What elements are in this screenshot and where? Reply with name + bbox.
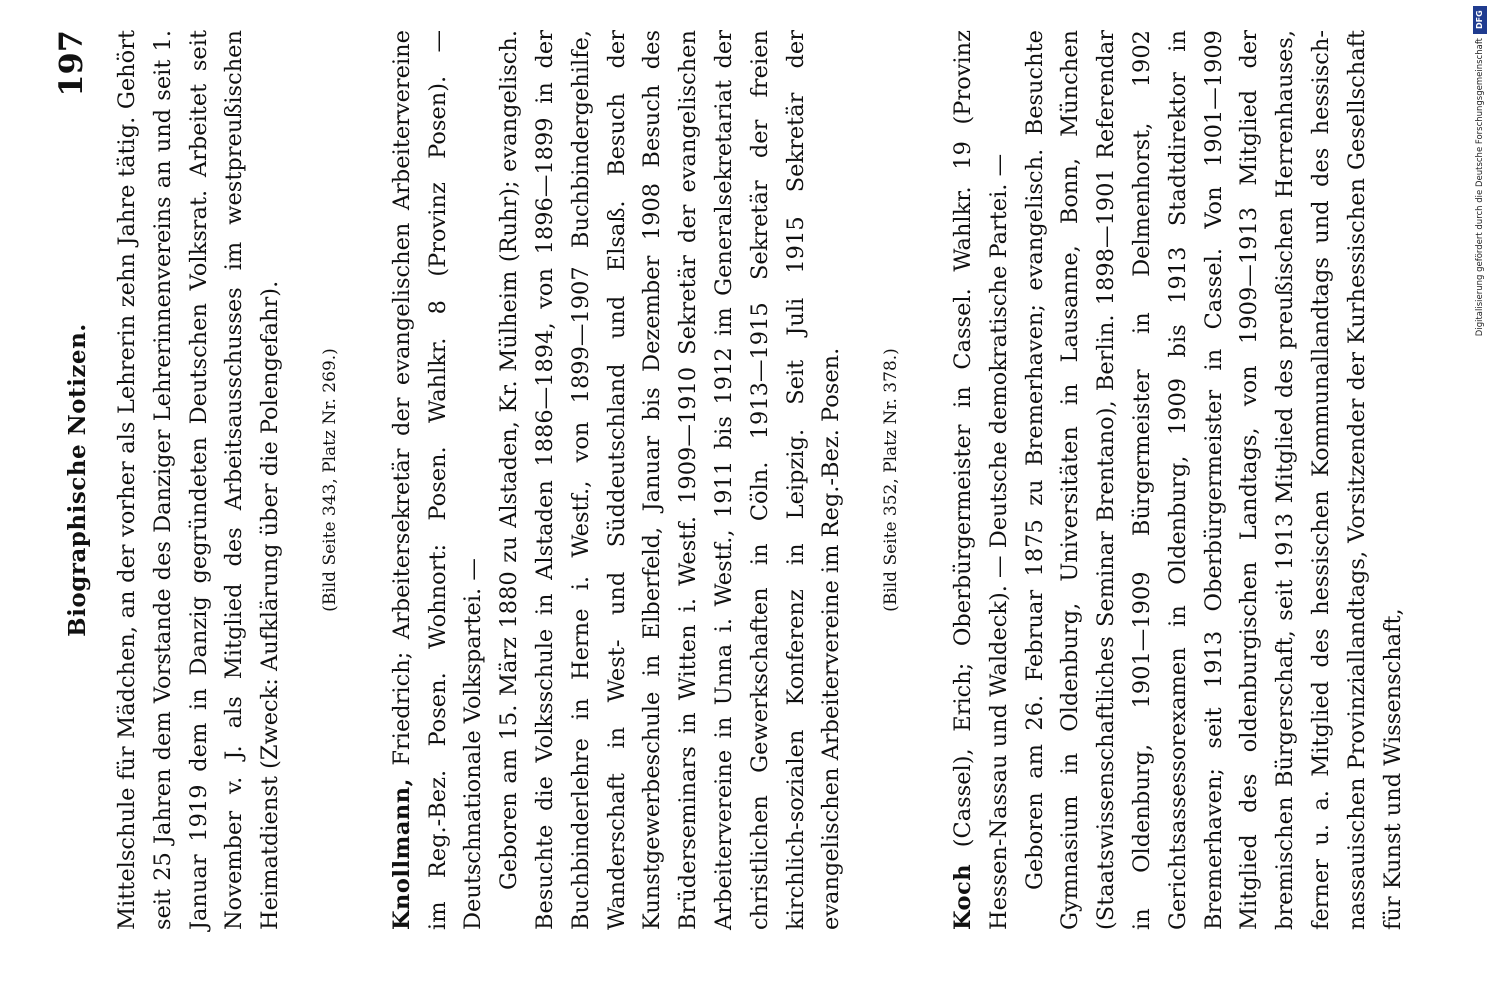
entry-koch-body: Geboren am 26. Februar 1875 zu Bremerhaven; evangelisch. Besuchte Gymnasium in Oldenburg, Universitäten in Lausanne, Bonn, München (Staatswissenschaftliches Seminar Brentano), Berlin. 1898—1901 Referendar in Oldenburg, 1901—1909 Bürgermeister in Delmenhorst, 1902 Gerichtsassessorexamen in Oldenburg, 1909 bis 1913 Stadtdirektor in Bremerhaven; seit 1913 Oberbürgermeister in Cassel. Von 1901—1909 Mitglied des oldenburgischen Landtags, von 1909—1913 Mitglied der bremischen Bürgerschaft, seit 1913 Mitglied des preußischen Herrenhauses, ferner u. a. Mitglied des hessischen Kommunallandtags und des hessisch-nassauischen Provinziallandtags, Vorsitzender der Kurhessischen Gesellschaft für Kunst und Wissenschaft,	[1021, 30, 1406, 930]
image-caption-2: (Bild Seite 352, Platz Nr. 378.)	[881, 348, 902, 612]
intro-paragraph: Mittelschule für Mädchen, an der vorher als Lehrerin zehn Jahre tätig. Gehört seit 25 Jahren dem Vorstande des Danziger Lehrerinnenvereins an und seit 1. Januar 1919 dem in Danzig gegründeten Deutschen Volksrat. Arbeitet seit November v. J. als Mitglied des Arbeitsausschusses im westpreußischen Heimatdienst (Zweck: Aufklärung über die Polengefahr).	[114, 30, 284, 930]
entry-name: Koch	[949, 863, 976, 930]
page-content	[52, 30, 1411, 930]
page-title: Biographische Notizen.	[64, 323, 91, 637]
page-number: 197	[52, 30, 90, 97]
entry-koch	[946, 30, 1018, 930]
entry-lead: (Cassel), Erich; Oberbürgermeister in Cassel. Wahlkr. 19 (Provinz Hessen-Nassau und Waldeck). — Deutsche demokratische Partei. —	[949, 30, 1012, 930]
digitization-credit	[1473, 6, 1489, 396]
entry-lead: Friedrich; Arbeitersekretär der evangelischen Arbeitervereine im Reg.-Bez. Posen. Wohnort: Posen. Wahlkr. 8 (Provinz Posen). — Deutschnationale Volkspartei. —	[388, 30, 487, 930]
entry-name: Knollmann,	[388, 778, 415, 930]
entry-knollmann-body: Geboren am 15. März 1880 zu Alstaden, Kr. Mülheim (Ruhr); evangelisch. Besuchte die Volksschule in Alstaden 1886—1894, von 1896—1899 in der Buchbinderlehre in Herne i. Westf., von 1899—1907 Buchbindergehilfe, Wanderschaft in West- und Süddeutschland und Elsaß. Besuch der Kunstgewerbeschule in Elberfeld, Januar bis Dezember 1908 Besuch des Brüderseminars in Witten i. Westf. 1909—1910 Sekretär der evangelischen Arbeitervereine in Unna i. Westf., 1911 bis 1912 im Generalsekretariat der christlichen Gewerkschaften in Cöln. 1913—1915 Sekretär der freien kirchlich-sozialen Konferenz in Leipzig. Seit Juli 1915 Sekretär der evangelischen Arbeitervereine im Reg.-Bez. Posen.	[496, 30, 845, 930]
page-header	[52, 30, 104, 930]
entry-knollmann	[385, 30, 492, 930]
credit-text: Digitalisierung gefördert durch die Deutsche Forschungsgemeinschaft	[1475, 38, 1485, 337]
dfg-logo: DFG	[1473, 6, 1487, 34]
image-caption-1: (Bild Seite 343, Platz Nr. 269.)	[319, 348, 340, 612]
